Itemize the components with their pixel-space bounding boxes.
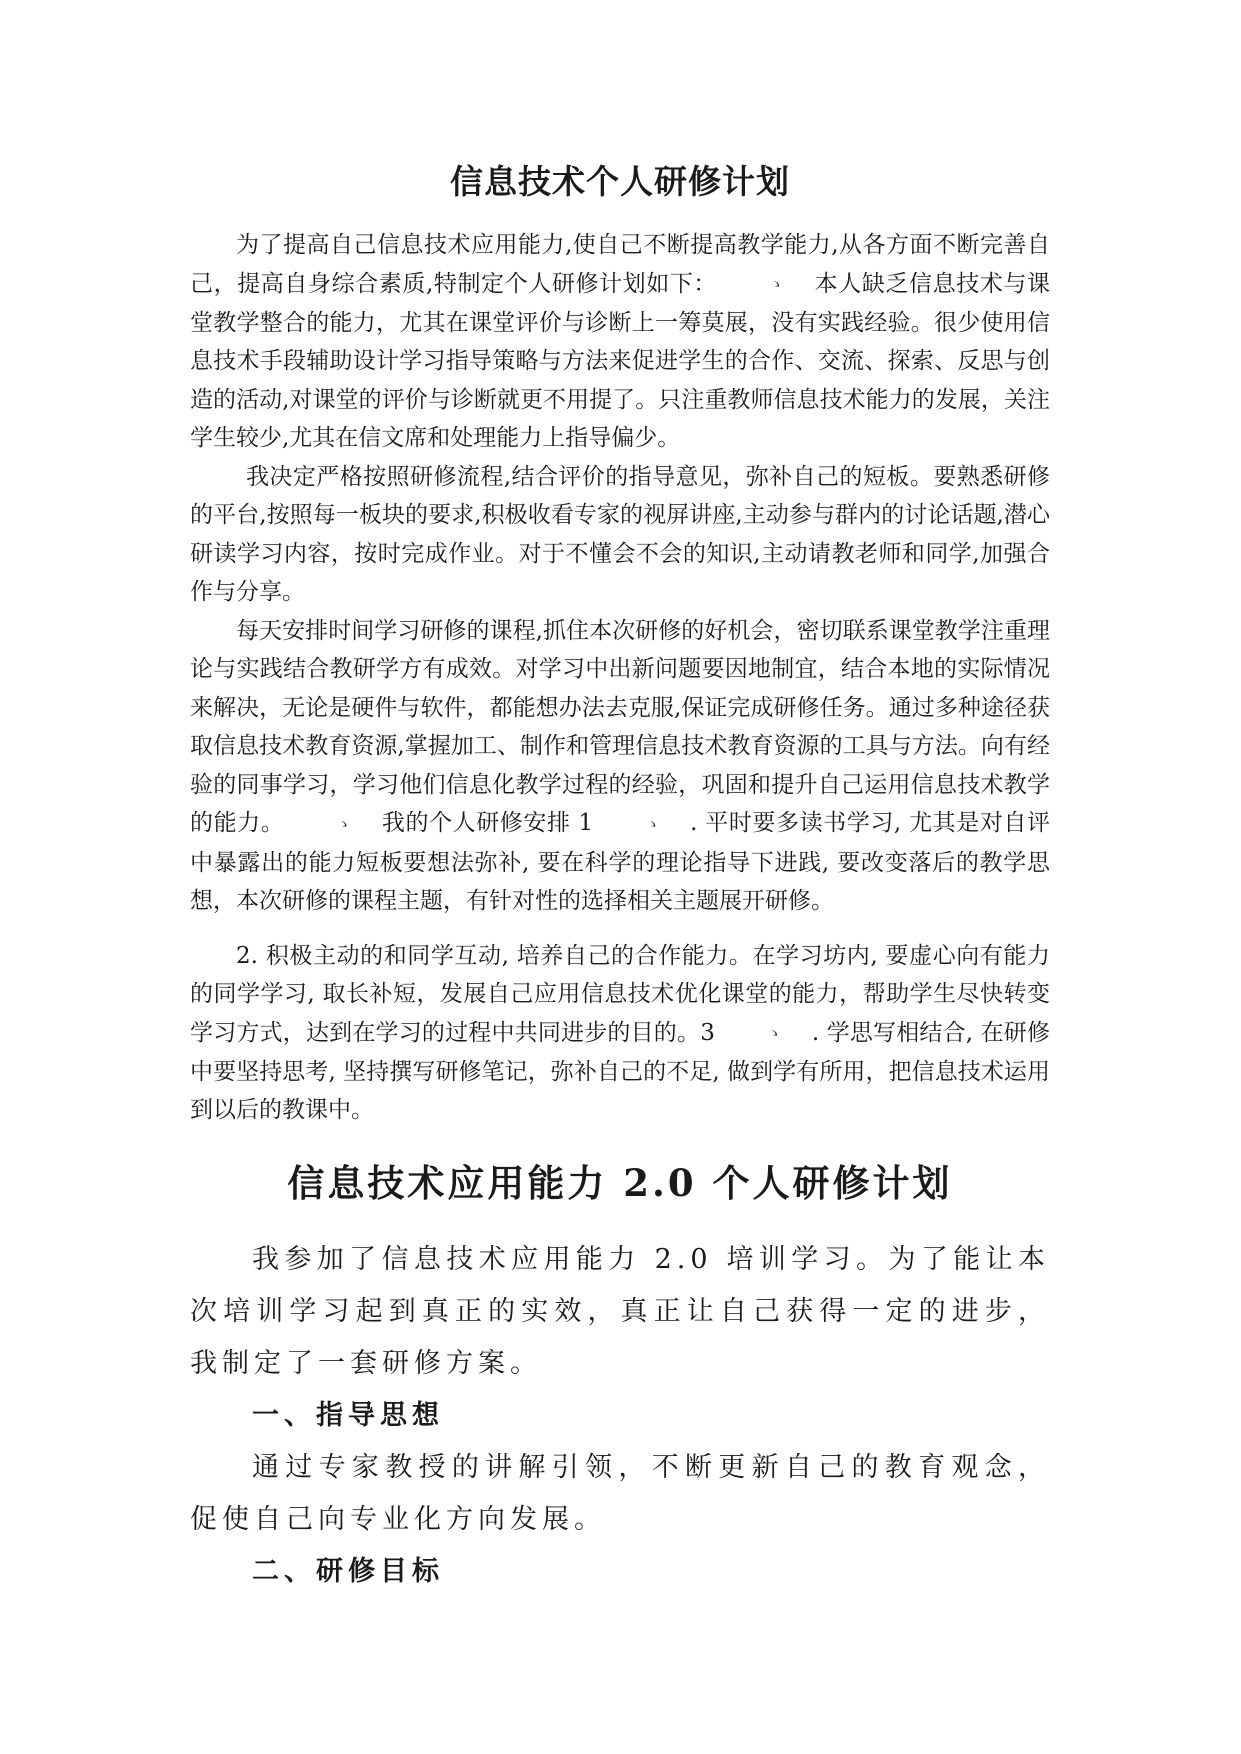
bullet-mark: ゝ	[336, 815, 352, 833]
paragraph-schedule-text-c: . 平时要多读书学习, 尤其是对自评中暴露出的能力短板要想法弥补, 要在科学的理论指导下进践, 要改变落后的教学思想，本次研修的课程主题，有针对性的选择相关主题展开研修。	[190, 810, 1050, 914]
paragraph-interaction-text-a: 2. 积极主动的和同学互动, 培养自己的合作能力。在学习坊内, 要虚心向有能力的同学学习, 取长补短，发展自己应用信息技术优化课堂的能力，帮助学生尽快转变学习方式，达到在学习的过程中共同进步的目的。3	[190, 942, 1050, 1046]
paragraph-interaction	[190, 937, 1050, 1130]
bullet-mark: ゝ	[645, 815, 661, 833]
paragraph-intro-text-b: 本人缺乏信息技术与课堂教学整合的能力，尤其在课堂评价与诊断上一筹莫展，没有实践经验。很少使用信息技术手段辅助设计学习指导策略与方法来促进学生的合作、交流、探索、反思与创造的活动,对课堂的评价与诊断就更不用提了。只注重教师信息技术能力的发展，关注学生较少,尤其在信文席和处理能力上指导偏少。	[190, 270, 1051, 452]
paragraph-schedule	[190, 612, 1050, 921]
section-heading-guiding-idea: 一、指导思想	[252, 1399, 444, 1431]
document-page	[190, 160, 1050, 1598]
paragraph-training: 我参加了信息技术应用能力 2.0 培训学习。为了能让本次培训学习起到真正的实效，真正让自己获得一定的进步，我制定了一套研修方案。	[190, 1243, 1050, 1379]
paragraph-guiding-idea: 通过专家教授的讲解引领，不断更新自己的教育观念，促使自己向专业化方向发展。	[190, 1451, 1050, 1535]
bullet-mark: ゝ	[766, 1024, 782, 1043]
section-heading-goals: 二、研修目标	[252, 1555, 444, 1587]
document-title: 信息技术个人研修计划	[450, 162, 790, 201]
paragraph-intro	[190, 226, 1050, 458]
paragraph-schedule-text-a: 每天安排时间学习研修的课程,抓住本次研修的好机会，密切联系课堂教学注重理论与实践结合教研学方有成效。对学习中出新问题要因地制宜，结合本地的实际情况来解决，无论是硬件与软件，都能想办法去克服,保证完成研修任务。通过多种途径获取信息技术教育资源,掌握加工、制作和管理信息技术教育资源的工具与方法。向有经验的同事学习，学习他们信息化教学过程的经验，巩固和提升自己运用信息技术教学的能力。	[190, 617, 1050, 837]
bullet-mark: ゝ	[769, 275, 785, 294]
second-document-title: 信息技术应用能力 2.0 个人研修计划	[287, 1160, 953, 1205]
paragraph-interaction-text-b: . 学思写相结合, 在研修中要坚持思考, 坚持撰写研修笔记，弥补自己的不足, 做到学有所用，把信息技术运用到以后的教课中。	[190, 1019, 1050, 1124]
paragraph-intro-text-a: 为了提高自己信息技术应用能力,使自己不断提高教学能力,从各方面不断完善自己，提高自身综合素质,特制定个人研修计划如下：	[190, 232, 1050, 297]
paragraph-plan: 我决定严格按照研修流程,结合评价的指导意见，弥补自己的短板。要熟悉研修的平台,按照每一板块的要求,积极收看专家的视屏讲座,主动参与群内的讨论话题,潜心研读学习内容，按时完成作业。对于不懂会不会的知识,主动请教老师和同学,加强合作与分享。	[190, 463, 1050, 606]
paragraph-schedule-text-b: 我的个人研修安排 1	[381, 810, 594, 837]
